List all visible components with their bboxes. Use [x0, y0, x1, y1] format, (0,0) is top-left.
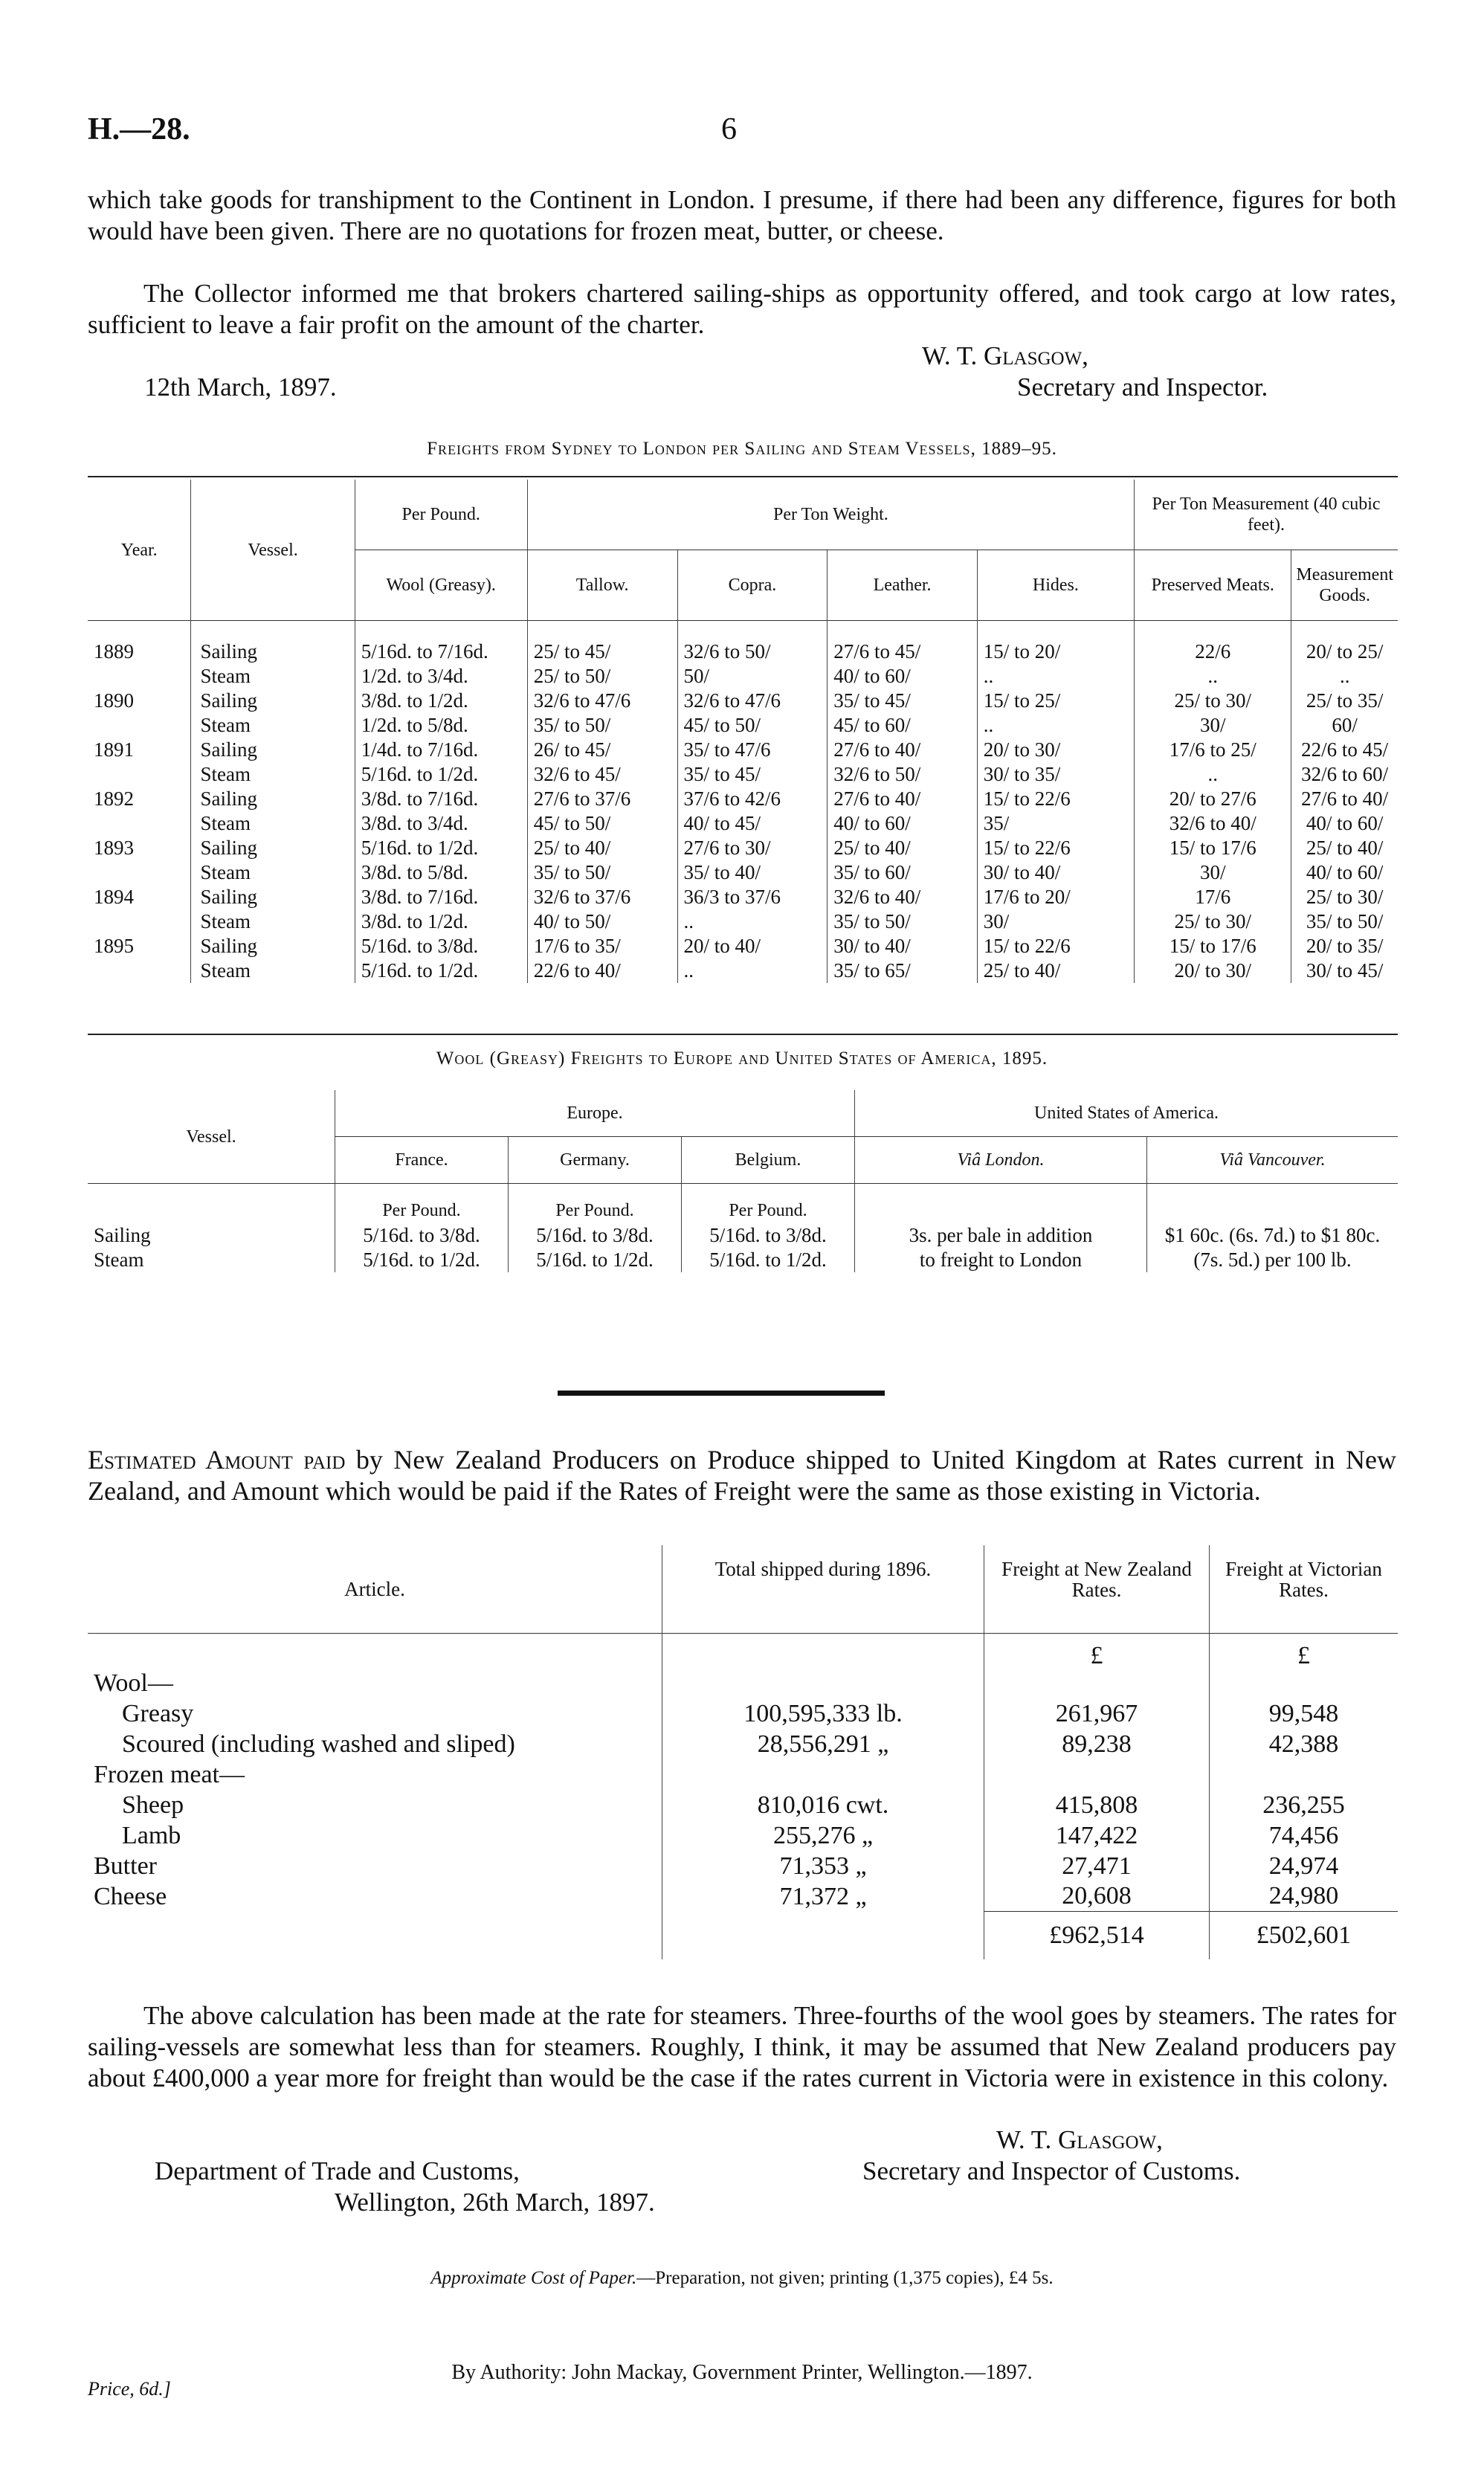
estimate-row — [88, 1668, 1398, 1698]
row-leather: 32/6 to 40/ — [828, 885, 977, 909]
row-wool: 3/8d. to 1/2d. — [355, 689, 527, 713]
wool-row — [88, 1223, 1398, 1248]
row-year: 1895 — [94, 934, 134, 957]
col-group-per-ton-weight: Per Ton Weight. — [527, 480, 1134, 550]
row-vic-freight: 24,974 — [1210, 1851, 1398, 1881]
row-tallow: 25/ to 45/ — [527, 621, 677, 664]
row-measurement: 20/ to 25/ — [1291, 621, 1398, 664]
estimate-row — [88, 1698, 1398, 1729]
row-preserved: .. — [1135, 664, 1291, 689]
col-group-per-ton-measurement: Per Ton Measurement (40 cubic feet). — [1135, 480, 1398, 550]
row-measurement: 25/ to 35/ — [1291, 689, 1398, 713]
col-vessel: Vessel. — [191, 480, 355, 621]
row-year — [88, 909, 191, 934]
row-vic-freight: 236,255 — [1210, 1790, 1398, 1820]
row-year: 1893 — [94, 836, 134, 859]
row-hides: 30/ — [977, 909, 1134, 934]
row-nz-freight: 261,967 — [984, 1698, 1210, 1729]
row-wool: 5/16d. to 1/2d. — [355, 836, 527, 860]
row-copra: 45/ to 50/ — [677, 713, 828, 738]
freight-row — [88, 787, 1398, 811]
closing-signature-name: W. T. Glasgow, — [996, 2125, 1163, 2154]
cost-label: Approximate Cost of Paper. — [430, 2268, 637, 2288]
row-vessel: Steam — [191, 664, 355, 689]
col-total-shipped: Total shipped during 1896. — [662, 1545, 984, 1634]
row-measurement: 25/ to 30/ — [1291, 885, 1398, 909]
row-france: 5/16d. to 3/8d. — [335, 1223, 509, 1248]
row-measurement: .. — [1291, 664, 1398, 689]
wool-freights-table — [88, 1090, 1398, 1272]
row-preserved: 15/ to 17/6 — [1135, 836, 1291, 860]
row-hides: 25/ to 40/ — [977, 958, 1134, 983]
estimate-row — [88, 1881, 1398, 1912]
wool-row — [88, 1248, 1398, 1272]
row-measurement: 60/ — [1291, 713, 1398, 738]
row-preserved: 17/6 — [1135, 885, 1291, 909]
row-year: 1889 — [94, 639, 134, 663]
document-reference: H.—28. — [88, 112, 190, 146]
row-wool: 5/16d. to 1/2d. — [355, 762, 527, 787]
row-measurement: 32/6 to 60/ — [1291, 762, 1398, 787]
row-total-shipped: 28,556,291 „ — [662, 1729, 984, 1759]
row-preserved: 30/ — [1135, 860, 1291, 885]
estimate-table — [88, 1545, 1398, 1959]
row-via-london: 3s. per bale in addition — [855, 1223, 1147, 1248]
estimate-row — [88, 1759, 1398, 1790]
col-tallow: Tallow. — [527, 550, 677, 621]
signature-name: W. T. Glasgow, — [922, 341, 1088, 370]
estimate-title-rest: by New Zealand Producers on Produce shipped to United Kingdom at Rates current in New Zealand, and Amount which would be paid if the Rates of Freight were the same as those existing in Victoria. — [88, 1445, 1396, 1506]
row-nz-freight — [984, 1759, 1210, 1790]
row-article: Butter — [94, 1852, 157, 1880]
row-leather: 35/ to 60/ — [828, 860, 977, 885]
wool-table-caption: Wool (Greasy) Freights to Europe and United States of America, 1895. — [436, 1048, 1048, 1069]
row-copra: 40/ to 45/ — [677, 811, 828, 836]
row-preserved: 25/ to 30/ — [1135, 909, 1291, 934]
row-wool: 1/2d. to 5/8d. — [355, 713, 527, 738]
row-hides: 15/ to 20/ — [977, 621, 1134, 664]
row-vessel: Sailing — [191, 787, 355, 811]
row-vic-freight — [1210, 1668, 1398, 1698]
row-tallow: 27/6 to 37/6 — [527, 787, 677, 811]
col-group-europe: Europe. — [335, 1090, 855, 1137]
currency-symbol: £ — [1210, 1634, 1398, 1668]
row-vessel: Steam — [191, 958, 355, 983]
row-vessel: Sailing — [191, 621, 355, 664]
row-total-shipped — [662, 1759, 984, 1790]
row-year — [88, 811, 191, 836]
closing-place-date: Wellington, 26th March, 1897. — [335, 2188, 655, 2217]
freight-row — [88, 958, 1398, 983]
row-preserved: 20/ to 27/6 — [1135, 787, 1291, 811]
row-hides: 20/ to 30/ — [977, 738, 1134, 762]
row-vic-freight: 42,388 — [1210, 1729, 1398, 1759]
printer-authority: By Authority: John Mackay, Government Printer, Wellington.—1897. — [451, 2361, 1033, 2384]
signature-title: Secretary and Inspector. — [1017, 373, 1268, 402]
freight-row — [88, 664, 1398, 689]
row-nz-freight: 415,808 — [984, 1790, 1210, 1820]
closing-signature-title: Secretary and Inspector of Customs. — [862, 2156, 1241, 2185]
row-tallow: 35/ to 50/ — [527, 713, 677, 738]
col-leather: Leather. — [828, 550, 977, 621]
row-nz-freight: 27,471 — [984, 1851, 1210, 1881]
row-article: Frozen meat— — [94, 1760, 245, 1788]
row-copra: .. — [677, 909, 828, 934]
row-article: Sheep — [122, 1791, 184, 1819]
row-measurement: 22/6 to 45/ — [1291, 738, 1398, 762]
letter-date: 12th March, 1897. — [144, 373, 337, 402]
row-hides: 15/ to 22/6 — [977, 934, 1134, 958]
col-group-per-pound: Per Pound. — [355, 480, 527, 550]
row-wool: 5/16d. to 1/2d. — [355, 958, 527, 983]
row-germany: 5/16d. to 1/2d. — [509, 1248, 682, 1272]
freight-row — [88, 909, 1398, 934]
row-hides: 17/6 to 20/ — [977, 885, 1134, 909]
col-vic-rates: Freight at Victorian Rates. — [1210, 1545, 1398, 1634]
row-leather: 35/ to 65/ — [828, 958, 977, 983]
row-germany: 5/16d. to 3/8d. — [509, 1223, 682, 1248]
col-via-vancouver: Viâ Vancouver. — [1147, 1137, 1398, 1184]
col-year: Year. — [88, 480, 191, 621]
freight-row — [88, 836, 1398, 860]
row-hides: .. — [977, 664, 1134, 689]
row-year — [88, 860, 191, 885]
row-wool: 3/8d. to 7/16d. — [355, 885, 527, 909]
row-total-shipped: 71,353 „ — [662, 1851, 984, 1881]
row-leather: 27/6 to 40/ — [828, 787, 977, 811]
row-vessel: Steam — [191, 909, 355, 934]
row-wool: 3/8d. to 1/2d. — [355, 909, 527, 934]
row-wool: 1/2d. to 3/4d. — [355, 664, 527, 689]
freight-row — [88, 713, 1398, 738]
row-belgium: 5/16d. to 3/8d. — [682, 1223, 855, 1248]
per-pound-label: Per Pound. — [509, 1184, 682, 1224]
estimate-row — [88, 1851, 1398, 1881]
row-tallow: 32/6 to 37/6 — [527, 885, 677, 909]
estimate-row — [88, 1790, 1398, 1820]
row-preserved: 15/ to 17/6 — [1135, 934, 1291, 958]
row-total-shipped — [662, 1668, 984, 1698]
price: Price, 6d.] — [88, 2378, 171, 2400]
estimate-title — [88, 1444, 1396, 1507]
row-copra: 36/3 to 37/6 — [677, 885, 828, 909]
row-nz-freight: 89,238 — [984, 1729, 1210, 1759]
row-nz-freight: 20,608 — [984, 1881, 1210, 1912]
row-vic-freight: 74,456 — [1210, 1820, 1398, 1851]
row-year — [88, 713, 191, 738]
row-vessel: Steam — [191, 762, 355, 787]
col-wool: Wool (Greasy). — [355, 550, 527, 621]
row-measurement: 20/ to 35/ — [1291, 934, 1398, 958]
row-year: 1892 — [94, 787, 134, 810]
section-divider — [558, 1391, 885, 1396]
row-leather: 35/ to 50/ — [828, 909, 977, 934]
currency-symbol: £ — [984, 1634, 1210, 1668]
row-vessel: Sailing — [191, 885, 355, 909]
freight-row — [88, 811, 1398, 836]
per-pound-label: Per Pound. — [335, 1184, 509, 1224]
row-preserved: 25/ to 30/ — [1135, 689, 1291, 713]
row-tallow: 26/ to 45/ — [527, 738, 677, 762]
row-tallow: 32/6 to 47/6 — [527, 689, 677, 713]
row-tallow: 25/ to 50/ — [527, 664, 677, 689]
row-wool: 1/4d. to 7/16d. — [355, 738, 527, 762]
row-leather: 35/ to 45/ — [828, 689, 977, 713]
cost-of-paper — [88, 2268, 1396, 2289]
row-via-vancouver: $1 60c. (6s. 7d.) to $1 80c. — [1147, 1223, 1398, 1248]
table-bottom-rule — [88, 1034, 1398, 1035]
row-wool: 5/16d. to 7/16d. — [355, 621, 527, 664]
row-preserved: .. — [1135, 762, 1291, 787]
row-total-shipped: 810,016 cwt. — [662, 1790, 984, 1820]
table-top-rule — [88, 476, 1398, 477]
row-tallow: 17/6 to 35/ — [527, 934, 677, 958]
row-copra: 37/6 to 42/6 — [677, 787, 828, 811]
row-vessel: Sailing — [191, 934, 355, 958]
row-vic-freight — [1210, 1759, 1398, 1790]
col-preserved: Preserved Meats. — [1135, 550, 1291, 621]
row-leather: 25/ to 40/ — [828, 836, 977, 860]
row-preserved: 22/6 — [1135, 621, 1291, 664]
row-vessel: Steam — [191, 811, 355, 836]
row-leather: 30/ to 40/ — [828, 934, 977, 958]
row-copra: 35/ to 47/6 — [677, 738, 828, 762]
intro-paragraph-2: The Collector informed me that brokers chartered sailing-ships as opportunity offered, and took cargo at low rates, sufficient to leave a fair profit on the amount of the charter. — [88, 279, 1396, 339]
freight-row — [88, 621, 1398, 664]
row-vessel: Sailing — [191, 836, 355, 860]
row-nz-freight: 147,422 — [984, 1820, 1210, 1851]
row-tallow: 35/ to 50/ — [527, 860, 677, 885]
freight-row — [88, 885, 1398, 909]
row-article: Scoured (including washed and sliped) — [122, 1730, 515, 1758]
row-tallow: 32/6 to 45/ — [527, 762, 677, 787]
row-measurement: 35/ to 50/ — [1291, 909, 1398, 934]
row-measurement: 40/ to 60/ — [1291, 860, 1398, 885]
row-copra: 32/6 to 50/ — [677, 621, 828, 664]
row-hides: 15/ to 22/6 — [977, 787, 1134, 811]
row-vessel: Steam — [191, 713, 355, 738]
row-copra: 50/ — [677, 664, 828, 689]
col-via-london: Viâ London. — [855, 1137, 1147, 1184]
row-preserved: 17/6 to 25/ — [1135, 738, 1291, 762]
col-group-usa: United States of America. — [855, 1090, 1398, 1137]
row-copra: 27/6 to 30/ — [677, 836, 828, 860]
department-name: Department of Trade and Customs, — [155, 2156, 520, 2185]
row-copra: 35/ to 45/ — [677, 762, 828, 787]
row-tallow: 40/ to 50/ — [527, 909, 677, 934]
row-france: 5/16d. to 1/2d. — [335, 1248, 509, 1272]
estimate-total-row — [88, 1912, 1398, 1959]
row-leather: 40/ to 60/ — [828, 664, 977, 689]
row-leather: 45/ to 60/ — [828, 713, 977, 738]
row-via-vancouver: (7s. 5d.) per 100 lb. — [1147, 1248, 1398, 1272]
row-hides: 15/ to 22/6 — [977, 836, 1134, 860]
row-hides: 35/ — [977, 811, 1134, 836]
row-vessel: Sailing — [191, 738, 355, 762]
row-via-london: to freight to London — [855, 1248, 1147, 1272]
row-leather: 27/6 to 45/ — [828, 621, 977, 664]
total-nz: £962,514 — [984, 1912, 1210, 1959]
row-wool: 3/8d. to 7/16d. — [355, 787, 527, 811]
freights-table — [88, 480, 1398, 983]
row-tallow: 25/ to 40/ — [527, 836, 677, 860]
row-article: Lamb — [122, 1821, 181, 1849]
row-total-shipped: 71,372 „ — [662, 1881, 984, 1912]
row-year: 1891 — [94, 738, 134, 761]
col-article: Article. — [88, 1545, 662, 1634]
row-year: 1890 — [94, 689, 134, 712]
freight-row — [88, 762, 1398, 787]
row-wool: 3/8d. to 5/8d. — [355, 860, 527, 885]
freights-table-caption: Freights from Sydney to London per Sailing and Steam Vessels, 1889–95. — [427, 439, 1057, 459]
row-preserved: 30/ — [1135, 713, 1291, 738]
row-belgium: 5/16d. to 1/2d. — [682, 1248, 855, 1272]
col-france: France. — [335, 1137, 509, 1184]
intro-paragraph-1: which take goods for transhipment to the Continent in London. I presume, if there had been any difference, figures for both would have been given. There are no quotations for frozen meat, butter, or cheese. — [88, 185, 1396, 245]
estimate-row — [88, 1820, 1398, 1851]
cost-text: —Preparation, not given; printing (1,375 copies), £4 5s. — [636, 2268, 1054, 2288]
row-article: Wool— — [94, 1669, 173, 1697]
row-vessel: Steam — [94, 1249, 144, 1271]
row-vic-freight: 24,980 — [1210, 1881, 1398, 1912]
row-vessel: Sailing — [94, 1224, 151, 1246]
row-total-shipped: 100,595,333 lb. — [662, 1698, 984, 1729]
row-hides: .. — [977, 713, 1134, 738]
row-vessel: Steam — [191, 860, 355, 885]
row-total-shipped: 255,276 „ — [662, 1820, 984, 1851]
row-copra: 32/6 to 47/6 — [677, 689, 828, 713]
col-germany: Germany. — [509, 1137, 682, 1184]
row-measurement: 27/6 to 40/ — [1291, 787, 1398, 811]
row-copra: 20/ to 40/ — [677, 934, 828, 958]
col-wool-vessel: Vessel. — [88, 1090, 335, 1184]
col-belgium: Belgium. — [682, 1137, 855, 1184]
row-vic-freight: 99,548 — [1210, 1698, 1398, 1729]
row-article: Greasy — [122, 1699, 194, 1727]
freight-row — [88, 689, 1398, 713]
row-measurement: 40/ to 60/ — [1291, 811, 1398, 836]
col-measurement: Measurement Goods. — [1291, 550, 1398, 621]
row-hides: 30/ to 35/ — [977, 762, 1134, 787]
row-preserved: 32/6 to 40/ — [1135, 811, 1291, 836]
estimate-row — [88, 1729, 1398, 1759]
row-nz-freight — [984, 1668, 1210, 1698]
row-year — [88, 762, 191, 787]
row-measurement: 25/ to 40/ — [1291, 836, 1398, 860]
freight-row — [88, 738, 1398, 762]
row-year — [88, 958, 191, 983]
col-hides: Hides. — [977, 550, 1134, 621]
row-year: 1894 — [94, 885, 134, 908]
row-copra: .. — [677, 958, 828, 983]
page-number: 6 — [721, 112, 737, 146]
col-nz-rates: Freight at New Zealand Rates. — [984, 1545, 1210, 1634]
row-tallow: 45/ to 50/ — [527, 811, 677, 836]
row-hides: 15/ to 25/ — [977, 689, 1134, 713]
total-vic: £502,601 — [1210, 1912, 1398, 1959]
row-hides: 30/ to 40/ — [977, 860, 1134, 885]
freight-row — [88, 934, 1398, 958]
row-copra: 35/ to 40/ — [677, 860, 828, 885]
freight-row — [88, 860, 1398, 885]
row-leather: 32/6 to 50/ — [828, 762, 977, 787]
closing-paragraph: The above calculation has been made at the rate for steamers. Three-fourths of the wool goes by steamers. The rates for sailing-vessels are somewhat less than for steamers. Roughly, I think, it may be assumed that New Zealand producers pay about £400,000 a year more for freight than would be the case if the rates current in Victoria were in existence in this colony. — [88, 2001, 1396, 2092]
row-leather: 27/6 to 40/ — [828, 738, 977, 762]
row-wool: 3/8d. to 3/4d. — [355, 811, 527, 836]
row-leather: 40/ to 60/ — [828, 811, 977, 836]
row-preserved: 20/ to 30/ — [1135, 958, 1291, 983]
row-article: Cheese — [94, 1882, 167, 1910]
col-copra: Copra. — [677, 550, 828, 621]
row-tallow: 22/6 to 40/ — [527, 958, 677, 983]
row-measurement: 30/ to 45/ — [1291, 958, 1398, 983]
row-vessel: Sailing — [191, 689, 355, 713]
row-year — [88, 664, 191, 689]
per-pound-label: Per Pound. — [682, 1184, 855, 1224]
estimate-title-lead: Estimated Amount paid — [88, 1445, 346, 1475]
row-wool: 5/16d. to 3/8d. — [355, 934, 527, 958]
